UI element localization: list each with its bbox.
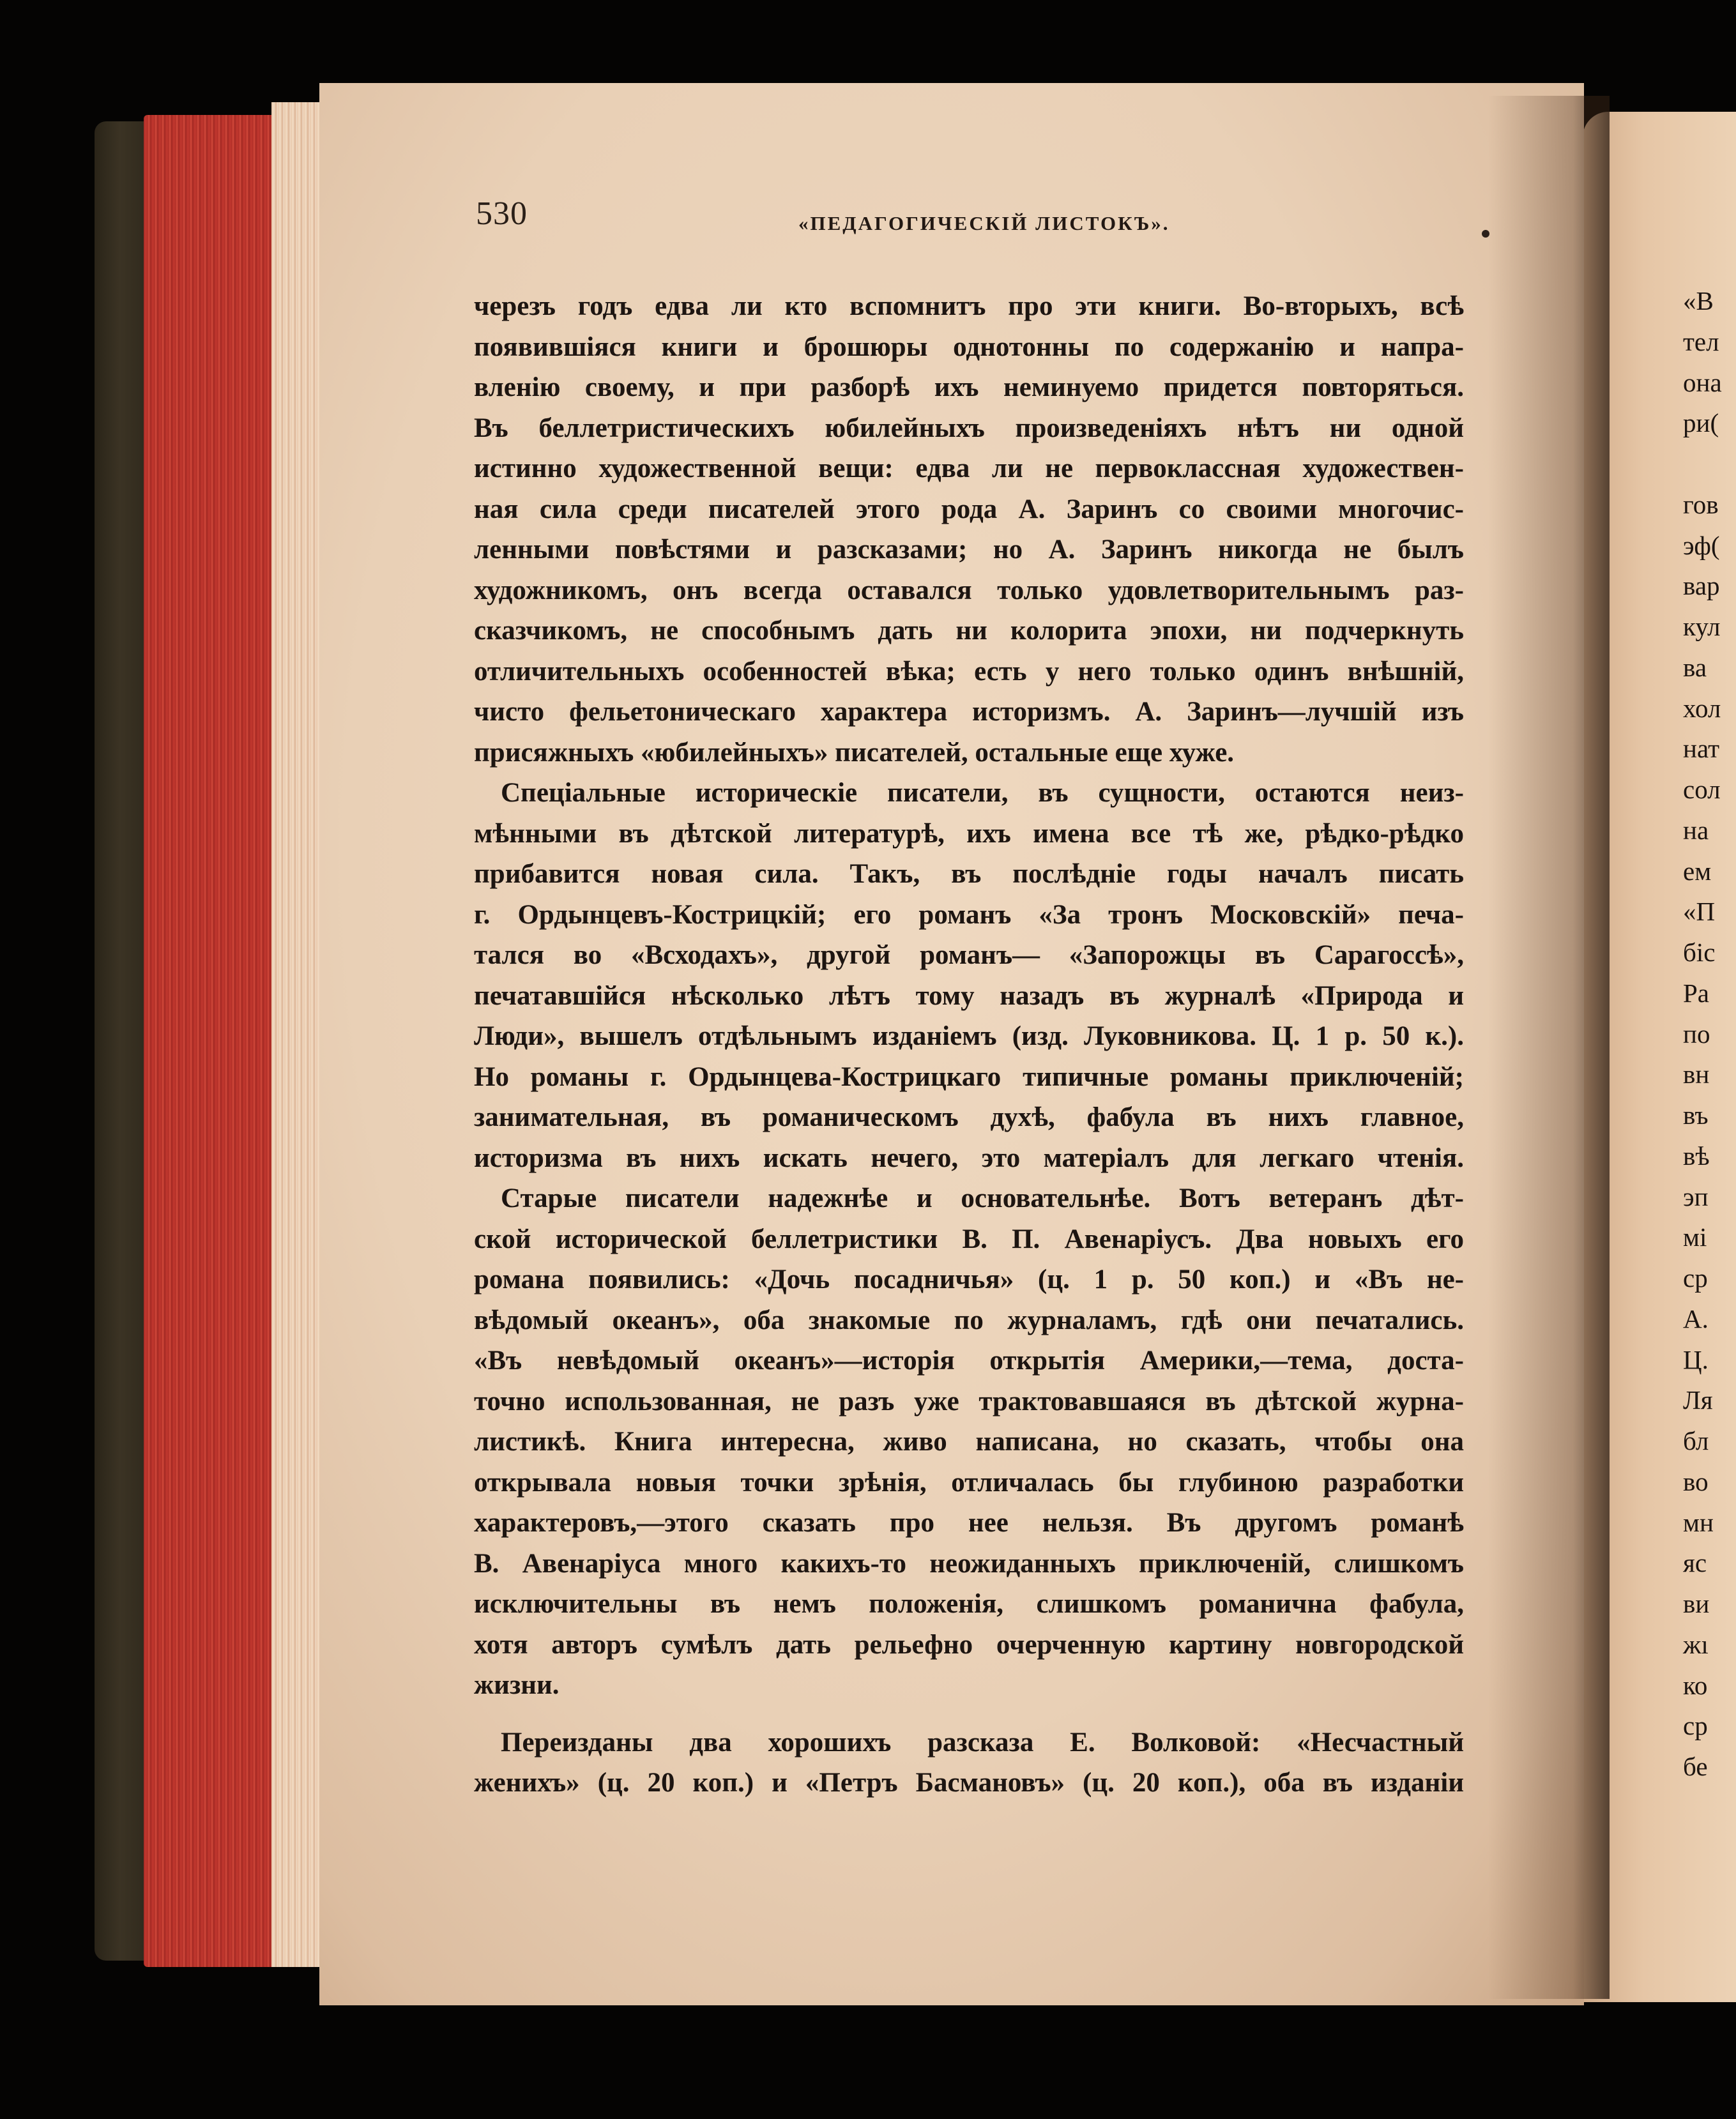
gutter-shadow xyxy=(1488,96,1610,1999)
text-line: прибавится новая сила. Такъ, въ послѣдніе годы началъ писать xyxy=(474,859,1464,889)
facing-line: эп xyxy=(1683,1181,1709,1211)
text-line: открывала новыя точки зрѣнія, отличалась бы глубиною разработки xyxy=(474,1467,1464,1498)
facing-line: вн xyxy=(1683,1060,1710,1090)
text-line: «Въ невѣдомый океанъ»—исторія открытія Америки,—тема, доста- xyxy=(474,1346,1464,1376)
facing-line: бл xyxy=(1683,1426,1709,1455)
text-line: черезъ годъ едва ли кто вспомнитъ про эти книги. Во-вторыхъ, всѣ xyxy=(474,291,1464,321)
text-line: жизни. xyxy=(474,1670,560,1700)
text-line: ской исторической беллетристики В. П. Авенаріусъ. Два новыхъ его xyxy=(474,1224,1464,1254)
text-line: Спеціальные историческіе писатели, въ сущности, остаются неиз- xyxy=(501,778,1464,808)
text-line: Въ беллетристическихъ юбилейныхъ произведеніяхъ нѣтъ ни одной xyxy=(474,413,1464,443)
text-line: точно использованная, не разъ уже трактовавшаяся въ дѣтской журна- xyxy=(474,1386,1464,1416)
facing-line: жı xyxy=(1683,1629,1709,1659)
text-line: хотя авторъ сумѣлъ дать рельефно очерченную картину новгородской xyxy=(474,1629,1464,1660)
facing-line: мі xyxy=(1683,1222,1707,1252)
text-line: вѣдомый океанъ», оба знакомые по журналамъ, гдѣ они печатались. xyxy=(474,1305,1464,1335)
facing-line: ср xyxy=(1683,1263,1708,1293)
facing-line: во xyxy=(1683,1466,1709,1496)
facing-line: ем xyxy=(1683,856,1712,886)
text-line: Но романы г. Ордынцева-Кострицкаго типичные романы приключеній; xyxy=(474,1061,1464,1092)
text-line: тался во «Всходахъ», другой романъ— «Запорожцы въ Сарагоссѣ», xyxy=(474,940,1464,970)
text-line: чисто фельетоническаго характера историзмъ. А. Заринъ—лучшій изъ xyxy=(474,697,1464,727)
text-line: истинно художественной вещи: едва ли не первоклассная художествен- xyxy=(474,453,1464,483)
text-line: ленными повѣстями и разсказами; но А. Заринъ никогда не былъ xyxy=(474,535,1464,565)
facing-line: мн xyxy=(1683,1507,1714,1537)
text-line: листикѣ. Книга интересна, живо написана, но сказать, чтобы она xyxy=(474,1427,1464,1457)
text-line: Старые писатели надежнѣе и основательнѣе. Вотъ ветеранъ дѣт- xyxy=(501,1183,1464,1213)
text-line: печатавшійся нѣсколько лѣтъ тому назадъ въ журналѣ «Природа и xyxy=(474,980,1464,1011)
facing-page-text xyxy=(1683,281,1722,1788)
facing-line: Ля xyxy=(1683,1385,1713,1415)
facing-line: въ xyxy=(1683,1100,1709,1130)
facing-line: ва xyxy=(1683,652,1707,682)
facing-line: хол xyxy=(1683,693,1721,723)
facing-line xyxy=(1683,444,1722,485)
facing-line: біс xyxy=(1683,938,1716,967)
text-line: историзма въ нихъ искать нечего, это матеріалъ для легкаго чтенія. xyxy=(474,1143,1464,1173)
facing-line: вар xyxy=(1683,571,1720,601)
body-text xyxy=(474,286,1464,1804)
paragraph-gap xyxy=(474,1706,1464,1722)
facing-line: ви xyxy=(1683,1589,1710,1618)
page-number: 530 xyxy=(476,195,528,232)
facing-line: ри( xyxy=(1683,408,1719,438)
facing-line: ср xyxy=(1683,1711,1708,1741)
text-line: исключительны въ немъ положенія, слишкомъ романична фабула, xyxy=(474,1589,1464,1619)
text-line: характеровъ,—этого сказать про нее нельзя. Въ другомъ романѣ xyxy=(474,1508,1464,1538)
text-line: занимательная, въ романическомъ духѣ, фабула въ нихъ главное, xyxy=(474,1102,1464,1132)
text-line: романа появились: «Дочь посадничья» (ц. 1 р. 50 коп.) и «Въ не- xyxy=(474,1265,1464,1295)
facing-line: по xyxy=(1683,1019,1710,1049)
text-line: художникомъ, онъ всегда оставался только удовлетворительнымъ раз- xyxy=(474,575,1464,605)
facing-line: тел xyxy=(1683,326,1719,356)
text-line: мѣнными въ дѣтской литературѣ, ихъ имена все тѣ же, рѣдко-рѣдко xyxy=(474,818,1464,849)
text-line: ная сила среди писателей этого рода А. Заринъ со своими многочис- xyxy=(474,494,1464,524)
text-line: вленію своему, и при разборѣ ихъ неминуемо придется повторяться. xyxy=(474,372,1464,402)
facing-line: «П xyxy=(1683,897,1716,927)
facing-line: Ра xyxy=(1683,978,1709,1008)
ink-dot xyxy=(1482,230,1489,238)
text-line: сказчикомъ, не способнымъ дать ни колорита эпохи, ни подчеркнуть xyxy=(474,616,1464,646)
facing-line: сол xyxy=(1683,775,1721,804)
text-line: отличительныхъ особенностей вѣка; есть у него только одинъ внѣшній, xyxy=(474,656,1464,687)
facing-line: ко xyxy=(1683,1670,1708,1700)
text-line: В. Авенаріуса много какихъ-то неожиданныхъ приключеній, слишкомъ xyxy=(474,1548,1464,1579)
text-line: Люди», вышелъ отдѣльнымъ изданіемъ (изд. Луковникова. Ц. 1 р. 50 к.). xyxy=(474,1021,1464,1051)
facing-line: на xyxy=(1683,815,1709,845)
text-line: г. Ордынцевъ-Кострицкій; его романъ «За тронъ Московскій» печа- xyxy=(474,899,1464,930)
text-line: женихъ» (ц. 20 коп.) и «Петръ Басмановъ» (ц. 20 коп.), оба въ изданіи xyxy=(474,1768,1464,1798)
facing-line: «В xyxy=(1683,286,1714,315)
facing-line: эф( xyxy=(1683,530,1720,560)
facing-line: Ц. xyxy=(1683,1344,1709,1374)
running-title: «ПЕДАГОГИЧЕСКІЙ ЛИСТОКЪ». xyxy=(798,212,1170,234)
facing-line: яс xyxy=(1683,1548,1707,1578)
facing-line: А. xyxy=(1683,1303,1709,1333)
text-line: присяжныхъ «юбилейныхъ» писателей, остальные еще хуже. xyxy=(474,737,1235,768)
text-line: появившіяся книги и брошюры однотонны по содержанію и напра- xyxy=(474,331,1464,362)
facing-line: кул xyxy=(1683,612,1721,641)
facing-line: гов xyxy=(1683,489,1719,519)
text-line: Переизданы два хорошихъ разсказа Е. Волковой: «Несчастный xyxy=(501,1727,1464,1758)
facing-line: вѣ xyxy=(1683,1141,1710,1171)
facing-line: бе xyxy=(1683,1752,1708,1781)
facing-line: она xyxy=(1683,367,1722,397)
facing-line: нат xyxy=(1683,734,1719,764)
red-page-edges xyxy=(144,115,271,1967)
